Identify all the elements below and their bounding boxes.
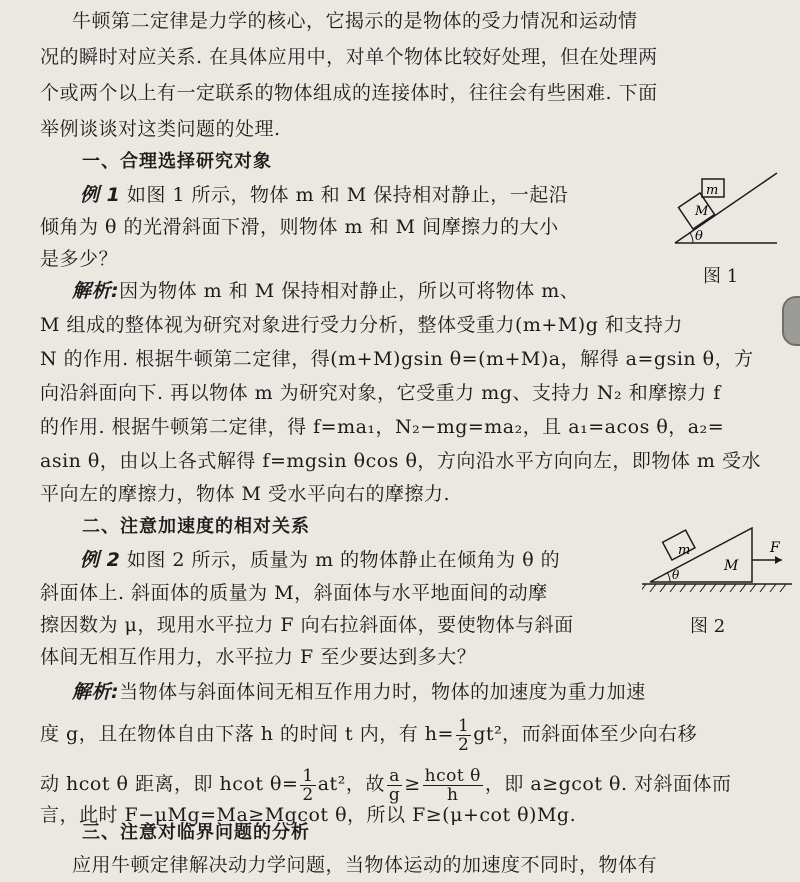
fig1-label-theta: θ (695, 229, 703, 244)
fig2-label-F: F (770, 540, 780, 556)
fraction-a-over-g (387, 767, 402, 804)
solution2-text-1: 当物体与斜面体间无相互作用力时，物体的加速度为重力加速 (119, 681, 646, 703)
example2-label: 例 2 (80, 549, 121, 571)
fig1-label-m: m (706, 183, 719, 198)
solution1-line-4: 向沿斜面向下. 再以物体 m 为研究对象，它受重力 mg、支持力 N₂ 和摩擦力 f (40, 382, 721, 404)
figure-1-incline-diagram (665, 165, 785, 250)
solution2-label: 解析: (72, 681, 120, 703)
solution1-line-2: M 组成的整体视为研究对象进行受力分析，整体受重力(m+M)g 和支持力 (40, 314, 683, 336)
solution2-text-2a: 度 g，且在物体自由下落 h 的时间 t 内，有 h= (40, 723, 454, 745)
example1-line-1 (80, 180, 568, 210)
solution2-text-3a: 动 hcot θ 距离，即 hcot θ= (40, 773, 299, 795)
intro-line-4: 举例谈谈对这类问题的处理. (40, 118, 281, 140)
fig2-angle-arc (667, 572, 670, 582)
example2-line-3: 擦因数为 μ，现用水平拉力 F 向右拉斜面体，要使物体与斜面 (40, 614, 574, 636)
section3-line-1: 应用牛顿定律解决动力学问题，当物体运动的加速度不同时，物体有 (72, 854, 658, 876)
fig2-label-theta: θ (672, 568, 680, 582)
fig1-angle-arc (690, 233, 693, 243)
solution2-text-3c: ≥ (404, 773, 421, 795)
fig2-arrow-head (775, 556, 782, 564)
fraction-numerator: hcot θ (424, 765, 481, 786)
solution2-line-4: 言，此时 F−μMg=Ma≥Mgcot θ，所以 F≥(μ+cot θ)Mg. (40, 804, 577, 826)
solution1-text-1: 因为物体 m 和 M 保持相对静止，所以可将物体 m、 (119, 280, 580, 302)
example2-text-1: 如图 2 所示，质量为 m 的物体静止在倾角为 θ 的 (126, 549, 561, 571)
section1-heading: 一、合理选择研究对象 (82, 151, 272, 172)
solution1-line-3: N 的作用. 根据牛顿第二定律，得(m+M)gsin θ=(m+M)a，解得 a=gsin θ，方 (40, 348, 754, 370)
section3-heading: 三、注意对临界问题的分析 (82, 822, 310, 843)
section2-heading: 二、注意加速度的相对关系 (82, 516, 310, 537)
fig2-label-m: m (678, 543, 691, 558)
example1-label: 例 1 (80, 184, 121, 206)
solution1-line-7: 平向左的摩擦力，物体 M 受水平向右的摩擦力. (40, 483, 451, 505)
fraction-one-half-b (300, 767, 315, 804)
example1-line-2: 倾角为 θ 的光滑斜面下滑，则物体 m 和 M 间摩擦力的大小 (40, 216, 559, 238)
fraction-numerator: a (387, 767, 402, 786)
intro-line-3: 个或两个以上有一定联系的物体组成的连接体时，往往会有些困难. 下面 (40, 82, 658, 104)
intro-line-2: 况的瞬时对应关系. 在具体应用中，对单个物体比较好处理，但在处理两 (40, 46, 658, 68)
fig2-label-M: M (724, 558, 739, 574)
solution1-label: 解析: (72, 280, 120, 302)
figure-1-caption: 图 1 (703, 266, 739, 287)
solution2-text-3b: at²，故 (317, 773, 385, 795)
example2-line-1 (80, 545, 560, 575)
solution1-line-6: asin θ，由以上各式解得 f=mgsin θcos θ，方向沿水平方向向左，即物体 m 受水 (40, 450, 761, 472)
fraction-numerator: 1 (302, 765, 314, 786)
fraction-denominator: g (388, 784, 401, 805)
example2-line-4: 体间无相互作用力，水平拉力 F 至少要达到多大？ (40, 646, 477, 668)
solution2-text-3d: ，即 a≥gcot θ. 对斜面体而 (484, 773, 732, 795)
solution2-line-1 (72, 677, 646, 707)
figure-2-caption: 图 2 (690, 616, 726, 637)
fraction-numerator: 1 (457, 715, 470, 736)
solution2-line-2 (40, 712, 697, 756)
solution1-line-5: 的作用. 根据牛顿第二定律，得 f=ma₁，N₂−mg=ma₂，且 a₁=acos θ，a₂= (40, 416, 725, 438)
page-edge-tab (782, 296, 800, 346)
fig2-ground-hatching (642, 584, 786, 592)
fig1-incline-line (675, 173, 777, 243)
fraction-denominator: 2 (457, 734, 470, 755)
example1-text-1: 如图 1 所示，物体 m 和 M 保持相对静止，一起沿 (126, 184, 569, 206)
intro-line-1: 牛顿第二定律是力学的核心，它揭示的是物体的受力情况和运动情 (72, 10, 638, 32)
figure-2-wedge-diagram (642, 520, 792, 600)
fraction-one-half-a (456, 717, 471, 754)
solution2-text-2b: gt²，而斜面体至少向右移 (473, 723, 698, 745)
example2-line-2: 斜面体上. 斜面体的质量为 M，斜面体与水平地面间的动摩 (40, 582, 548, 604)
solution1-line-1 (72, 276, 579, 306)
fraction-hcot-over-h (423, 767, 483, 804)
fraction-denominator: h (447, 784, 459, 805)
fraction-denominator: 2 (302, 784, 314, 805)
fig1-label-M: M (695, 204, 709, 219)
example1-line-3: 是多少？ (40, 248, 119, 270)
